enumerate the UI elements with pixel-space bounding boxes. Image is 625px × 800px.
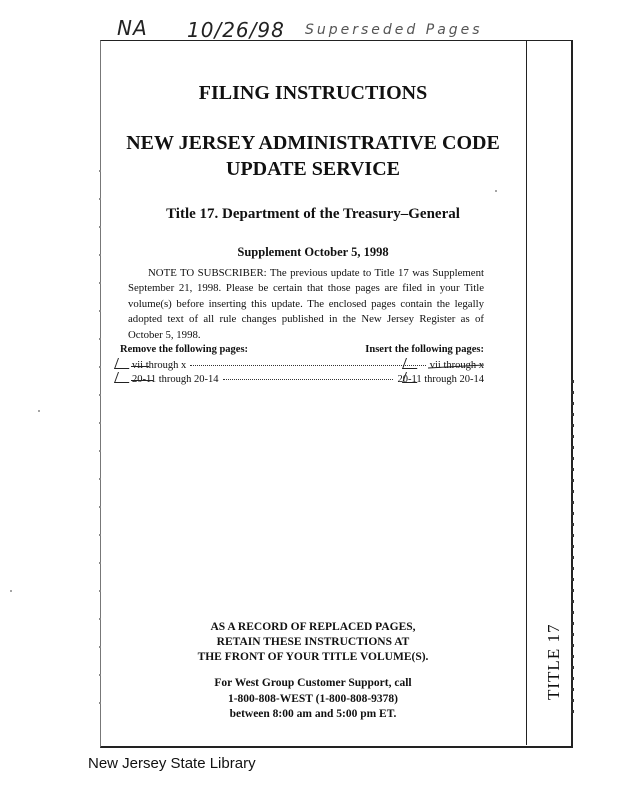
handwritten-date: 10/26/98 [187,18,285,42]
page-row [132,374,484,388]
remove-pages: vii through x [132,360,187,371]
insert-pages: 20-11 through 20-14 [397,374,484,385]
spine-divider [526,41,527,745]
insert-pages: vii through x [429,360,484,371]
support-line-1: For West Group Customer Support, call [214,677,412,689]
page-title: FILING INSTRUCTIONS [198,82,428,104]
dot-leader [223,379,394,380]
record-line-1: AS A RECORD OF REPLACED PAGES, [210,621,416,633]
strike-mark [131,366,149,367]
record-line-2: RETAIN THESE INSTRUCTIONS AT [216,636,410,648]
record-line-3: THE FRONT OF YOUR TITLE VOLUME(S). [197,651,429,663]
code-title-line-2: UPDATE SERVICE [226,158,400,180]
handwritten-note: Superseded Pages [305,22,483,38]
code-title-line-1: NEW JERSEY ADMINISTRATIVE CODE [126,132,500,154]
insert-header: Insert the following pages: [365,344,484,355]
spine-edge-marks [571,380,574,720]
record-instructions [100,620,526,665]
scan-speck [10,590,12,592]
supplement-date: Supplement October 5, 1998 [237,245,389,259]
remove-header: Remove the following pages: [120,344,249,355]
title-subtitle: Title 17. Department of the Treasury–General [166,206,460,222]
scan-speck [495,190,497,192]
subscriber-note: NOTE TO SUBSCRIBER: The previous update to Title 17 was Supplement September 21, 1998. Please be certain that those pages are filed in your Title volume(s) before inserting this update. The enclosed pages contain the legally adopted text of all rule changes published in the New Jersey Register as of October 5, 1998. [128,267,484,341]
pages-header [120,344,484,358]
handwritten-initials: NA [117,16,148,40]
spine-label: TITLE 17 [544,623,563,700]
code-title [100,130,526,182]
support-hours: between 8:00 am and 5:00 pm ET. [229,708,397,720]
support-phone: 1-800-808-WEST (1-800-808-9378) [227,692,399,705]
dot-leader [190,365,426,366]
customer-support [100,676,526,723]
strike-mark [131,380,153,381]
remove-pages: 20-11 through 20-14 [132,374,219,385]
library-footer: New Jersey State Library [88,755,256,772]
scan-speck [38,410,40,412]
